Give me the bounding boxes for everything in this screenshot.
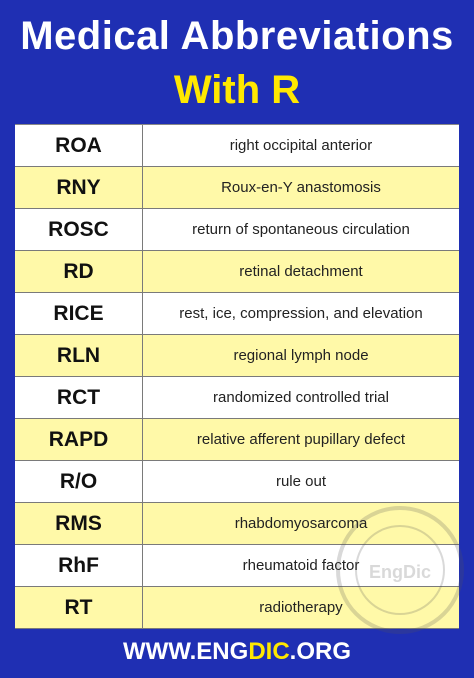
- abbreviation-cell: RhF: [15, 545, 143, 586]
- meaning-cell: regional lymph node: [233, 347, 369, 364]
- page-title: Medical Abbreviations: [20, 14, 454, 58]
- abbreviation-cell: ROSC: [15, 209, 143, 250]
- table-row: [15, 167, 459, 209]
- meaning-cell: retinal detachment: [239, 263, 363, 280]
- meaning-cell: rheumatoid factor: [242, 557, 360, 574]
- table-row: [15, 419, 459, 461]
- table-row: [15, 251, 459, 293]
- table-row: [15, 503, 459, 545]
- abbreviation-cell: RLN: [15, 335, 143, 376]
- abbreviation-cell: RT: [15, 587, 143, 628]
- meaning-cell: rule out: [275, 473, 327, 490]
- meaning-cell: relative afferent pupillary defect: [196, 431, 406, 448]
- footer-website[interactable]: [0, 628, 474, 678]
- abbreviation-cell: R/O: [15, 461, 143, 502]
- footer-prefix: WWW.ENG: [123, 638, 249, 665]
- svg-text:EngDic: EngDic: [368, 562, 432, 582]
- table-row: [15, 461, 459, 503]
- table-row: [15, 335, 459, 377]
- abbreviation-cell: RICE: [15, 293, 143, 334]
- meaning-cell: right occipital anterior: [229, 137, 373, 154]
- meaning-cell: radiotherapy: [259, 599, 343, 616]
- meaning-cell: randomized controlled trial: [213, 389, 389, 406]
- table-row: [15, 587, 459, 629]
- meaning-cell: Roux-en-Y anastomosis: [221, 179, 381, 196]
- abbreviation-cell: RMS: [15, 503, 143, 544]
- header: [0, 0, 474, 124]
- table-row: [15, 125, 459, 167]
- abbreviation-cell: RCT: [15, 377, 143, 418]
- abbreviation-table: [15, 124, 459, 629]
- table-row: [15, 545, 459, 587]
- abbreviation-cell: RD: [15, 251, 143, 292]
- table-row: [15, 209, 459, 251]
- meaning-cell: return of spontaneous circulation: [192, 221, 410, 238]
- abbreviation-cell: ROA: [15, 125, 143, 166]
- table-row: [15, 377, 459, 419]
- meaning-cell: rhabdomyosarcoma: [234, 515, 368, 532]
- footer-suffix: .ORG: [289, 638, 351, 665]
- meaning-cell: rest, ice, compression, and elevation: [179, 305, 423, 322]
- abbreviation-cell: RNY: [15, 167, 143, 208]
- page-subtitle: With R: [173, 68, 301, 112]
- table-row: [15, 293, 459, 335]
- abbreviation-cell: RAPD: [15, 419, 143, 460]
- footer-highlight: DIC: [248, 638, 290, 665]
